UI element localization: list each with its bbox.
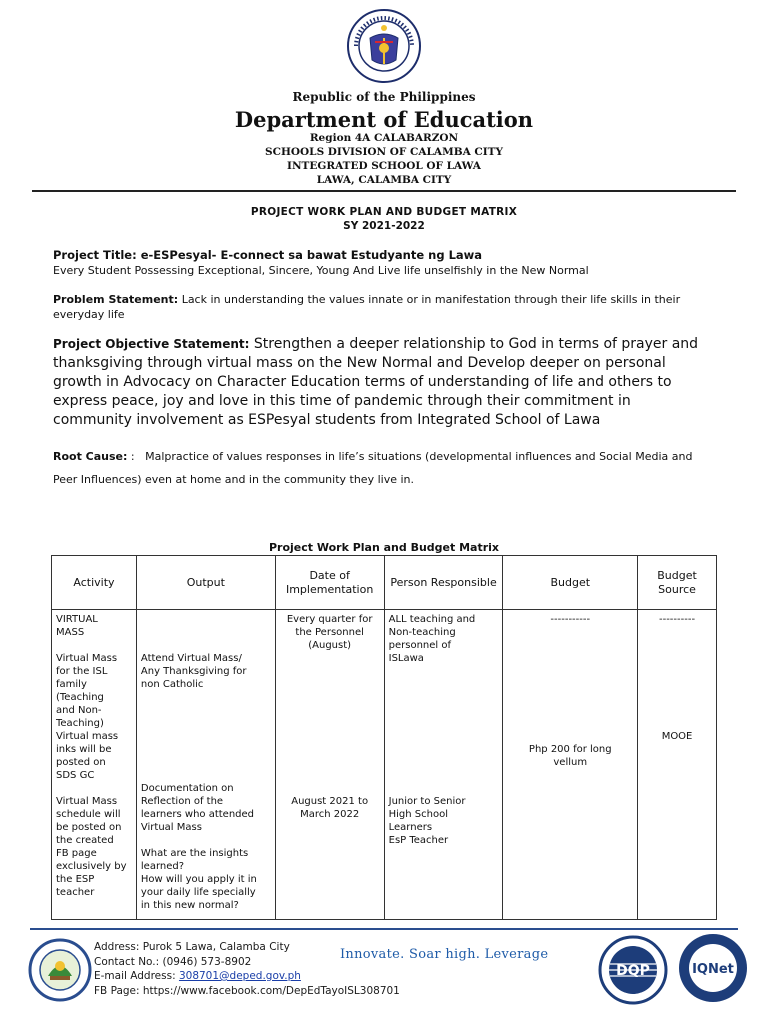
footer-email-link[interactable]: 308701@deped.gov.ph <box>178 970 301 982</box>
root-cause-separator: : <box>130 450 135 463</box>
header-output: Output <box>136 556 275 610</box>
cell-output: Attend Virtual Mass/ Any Thanksgiving for non Catholic Documentation on Reflection of the learners who attended Virtual Mass What are the insights learned? How will you apply it in your daily life specially in this new normal? <box>136 610 275 920</box>
deped-seal-logo <box>346 8 422 84</box>
problem-text: Lack in understanding the values innate or in manifestation through their life skills in their everyday life <box>53 293 681 321</box>
table-caption: Project Work Plan and Budget Matrix <box>268 541 500 554</box>
footer-contact: Contact No.: (0946) 573-8902 <box>94 955 252 968</box>
header-divider <box>32 190 736 192</box>
objective-label: Project Objective Statement: <box>53 337 250 351</box>
school-name: INTEGRATED SCHOOL OF LAWA <box>287 160 481 172</box>
problem-statement <box>53 292 713 322</box>
cell-budget: ----------- Php 200 for long vellum <box>503 610 638 920</box>
objective-text: Strengthen a deeper relationship to God in terms of prayer and thanksgiving through virtual mass on the New Normal and Develop deeper on personal growth in Advocacy on Character Education terms of understanding of life and others to express peace, joy and love in this time of pandemic through their commitment in community involvement as ESPesyal students from Integrated School of Lawa <box>53 336 699 428</box>
footer-email-line <box>94 969 400 984</box>
cell-person: ALL teaching and Non-teaching personnel of ISLawa Junior to Senior High School Learners EsP Teacher <box>384 610 503 920</box>
school-year: SY 2021-2022 <box>343 220 425 232</box>
division-text: SCHOOLS DIVISION OF CALAMBA CITY <box>265 146 503 158</box>
header-person: Person Responsible <box>384 556 503 610</box>
school-seal-logo <box>28 938 92 1002</box>
footer-fb-page[interactable]: FB Page: https://www.facebook.com/DepEdTayoISL308701 <box>94 984 400 997</box>
header-budget: Budget <box>503 556 638 610</box>
work-plan-table <box>51 555 717 920</box>
svg-text:DQP: DQP <box>616 963 650 979</box>
project-tagline: Every Student Possessing Exceptional, Sincere, Young And Live life unselfishly in the New Normal <box>53 264 589 277</box>
table-row <box>52 610 717 920</box>
svg-text:IQNet: IQNet <box>692 962 734 977</box>
cell-activity: VIRTUAL MASS Virtual Mass for the ISL family (Teaching and Non- Teaching) Virtual mass inks will be posted on SDS GC Virtual Mass schedule will be posted on the created FB page exclusively by the ESP teacher <box>52 610 137 920</box>
footer-divider <box>30 928 738 930</box>
iqnet-certification-logo <box>677 932 749 1004</box>
school-city: LAWA, CALAMBA CITY <box>316 174 452 186</box>
cell-budget-source: ---------- MOOE <box>638 610 717 920</box>
dqp-certification-logo <box>594 934 672 1006</box>
objective-statement <box>53 335 713 430</box>
root-cause-label: Root Cause: <box>53 450 128 463</box>
problem-label: Problem Statement: <box>53 293 179 306</box>
republic-text: Republic of the Philippines <box>292 90 476 104</box>
project-title-value: e-ESPesyal- E-connect sa bawat Estudyante ng Lawa <box>140 248 483 262</box>
header-activity: Activity <box>52 556 137 610</box>
footer-email-label: E-mail Address: <box>94 970 179 982</box>
table-header-row <box>52 556 717 610</box>
root-cause <box>53 445 713 491</box>
header-budget-source: Budget Source <box>638 556 717 610</box>
header-date: Date of Implementation <box>275 556 384 610</box>
cell-date: Every quarter for the Personnel (August) August 2021 to March 2022 <box>275 610 384 920</box>
root-cause-text: Malpractice of values responses in life’s situations (developmental influences and Social Media and Peer Influences) even at home and in the community they live in. <box>53 450 693 486</box>
project-title <box>53 248 713 263</box>
region-text: Region 4A CALABARZON <box>309 132 459 144</box>
footer-address: Address: Purok 5 Lawa, Calamba City <box>94 941 290 953</box>
document-title: PROJECT WORK PLAN AND BUDGET MATRIX <box>250 206 518 218</box>
footer-slogan: Innovate. Soar high. Leverage <box>340 947 549 962</box>
department-title: Department of Education <box>234 107 534 132</box>
project-title-label: Project Title: <box>53 248 137 262</box>
